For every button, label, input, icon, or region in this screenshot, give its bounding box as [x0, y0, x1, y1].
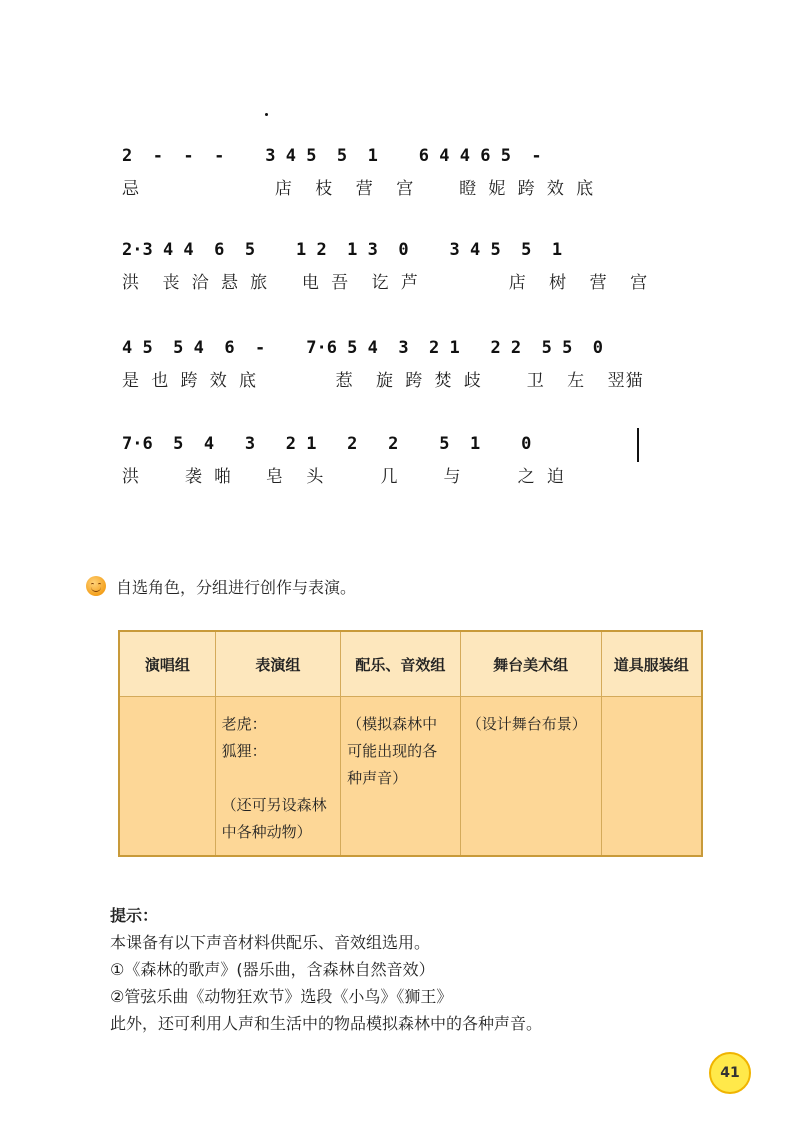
notation-lyrics: 洪 袭 啪 皂 头 几 与 之 迫: [122, 467, 565, 487]
notation-lyrics: 洪 丧 洽 悬 旅 电 吾 讫 芦 店 树 营 宫: [122, 273, 649, 293]
notation-lyrics: 是 也 跨 效 底 惹 旋 跨 焚 歧 卫 左 翌猫: [122, 371, 644, 391]
cell-line: （还可另设森林: [221, 796, 327, 814]
notation-numbers: 2·3 4 4 6 5 1 2 1 3 0 3 4 5 5 1: [122, 240, 563, 260]
tips-line: ②管弦乐曲《动物狂欢节》选段《小鸟》《狮王》: [110, 987, 453, 1006]
cell-stage-art: （设计舞台布景）: [460, 697, 601, 857]
tips-line: 此外，还可利用人声和生活中的物品模拟森林中的各种声音。: [110, 1014, 543, 1033]
cell-line: 种声音）: [347, 769, 408, 787]
notation-numbers: 7·6 5 4 3 2 1 2 2 5 1 0: [122, 434, 532, 454]
tips-title: 提示：: [110, 906, 159, 925]
notation-numbers: 2 - - - 3 4 5 5 1 6 4 4 6 5 -: [122, 146, 542, 166]
notation-numbers: 4 5 5 4 6 - 7·6 5 4 3 2 1 2 2 5 5 0: [122, 338, 604, 358]
cell-performance: [215, 697, 340, 857]
header-props-costume-group: 道具服装组: [601, 631, 702, 697]
groups-table: [118, 630, 703, 857]
header-stage-art-group: 舞台美术组: [460, 631, 601, 697]
header-performance-group: 表演组: [215, 631, 340, 697]
cell-line: （模拟森林中: [347, 715, 438, 733]
notation-row-4: [122, 434, 662, 487]
tips-line: 本课备有以下声音材料供配乐、音效组选用。: [110, 933, 431, 952]
table-row: [119, 697, 702, 857]
cell-props-costume: [601, 697, 702, 857]
notation-row-2: [122, 240, 662, 293]
header-music-effects-group: 配乐、音效组: [341, 631, 461, 697]
notation-row-1: [122, 146, 662, 199]
section-title-text: 自选角色，分组进行创作与表演。: [116, 577, 357, 597]
notation-lyrics: 忌 店 枝 营 宫 瞪 妮 跨 效 底: [122, 179, 595, 199]
smiley-face-icon: [86, 576, 106, 596]
cell-line: 可能出现的各: [347, 742, 438, 760]
notation-row-3: [122, 338, 662, 391]
cell-music-effects: [341, 697, 461, 857]
tips-line: ①《森林的歌声》(器乐曲，含森林自然音效）: [110, 960, 435, 979]
page-number-badge: 41: [709, 1052, 751, 1094]
final-barline: [637, 428, 639, 462]
section-heading: [86, 575, 356, 597]
cell-line: 狐狸：: [221, 742, 267, 760]
table-header-row: [119, 631, 702, 697]
cell-singing: [119, 697, 215, 857]
cell-line: 中各种动物）: [221, 823, 312, 841]
notation-dot: [265, 113, 268, 116]
cell-line: 老虎：: [221, 715, 267, 733]
tips-block: [110, 902, 710, 1037]
header-singing-group: 演唱组: [119, 631, 215, 697]
